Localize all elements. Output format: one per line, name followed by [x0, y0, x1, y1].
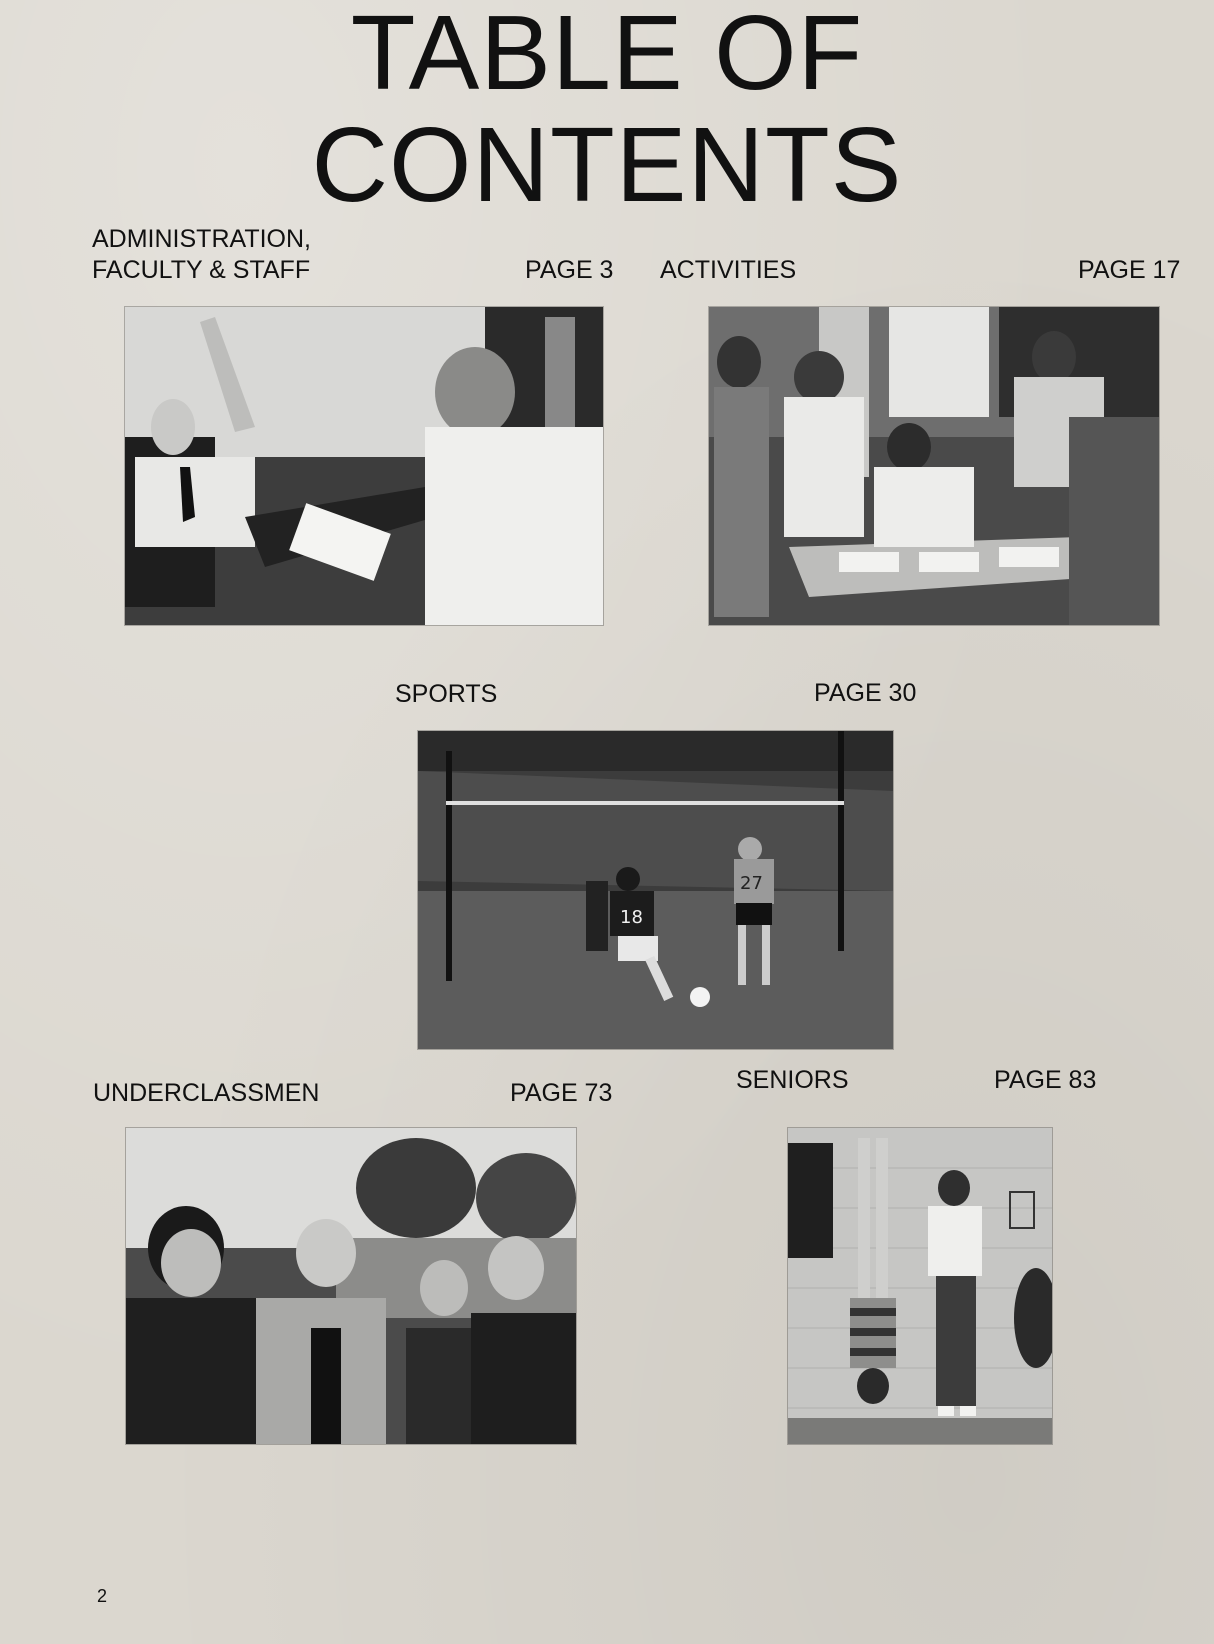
section-sports-page: PAGE 30 [814, 679, 917, 707]
section-underclassmen-name: UNDERCLASSMEN [93, 1079, 320, 1107]
section-seniors-page: PAGE 83 [994, 1066, 1097, 1094]
page-title-line-2: CONTENTS [311, 106, 903, 224]
section-admin-name-line-2: FACULTY & STAFF [92, 256, 311, 284]
section-seniors-name: SENIORS [736, 1066, 849, 1094]
section-underclassmen-page: PAGE 73 [510, 1079, 613, 1107]
page-number: 2 [97, 1586, 108, 1606]
section-activities-page: PAGE 17 [1078, 256, 1181, 284]
sports-soccer-photo [418, 731, 893, 1049]
section-admin-page: PAGE 3 [525, 256, 614, 284]
page-title-line-1: TABLE OF [350, 0, 864, 112]
section-activities-name: ACTIVITIES [660, 256, 797, 284]
seniors-photo [788, 1128, 1052, 1444]
player-18-number: 18 [620, 907, 643, 928]
section-admin-name-line-1: ADMINISTRATION, [92, 225, 311, 253]
activities-photo [709, 307, 1159, 625]
underclassmen-photo [126, 1128, 576, 1444]
section-sports-name: SPORTS [395, 680, 498, 708]
player-27-number: 27 [740, 873, 763, 894]
admin-faculty-photo [125, 307, 603, 625]
